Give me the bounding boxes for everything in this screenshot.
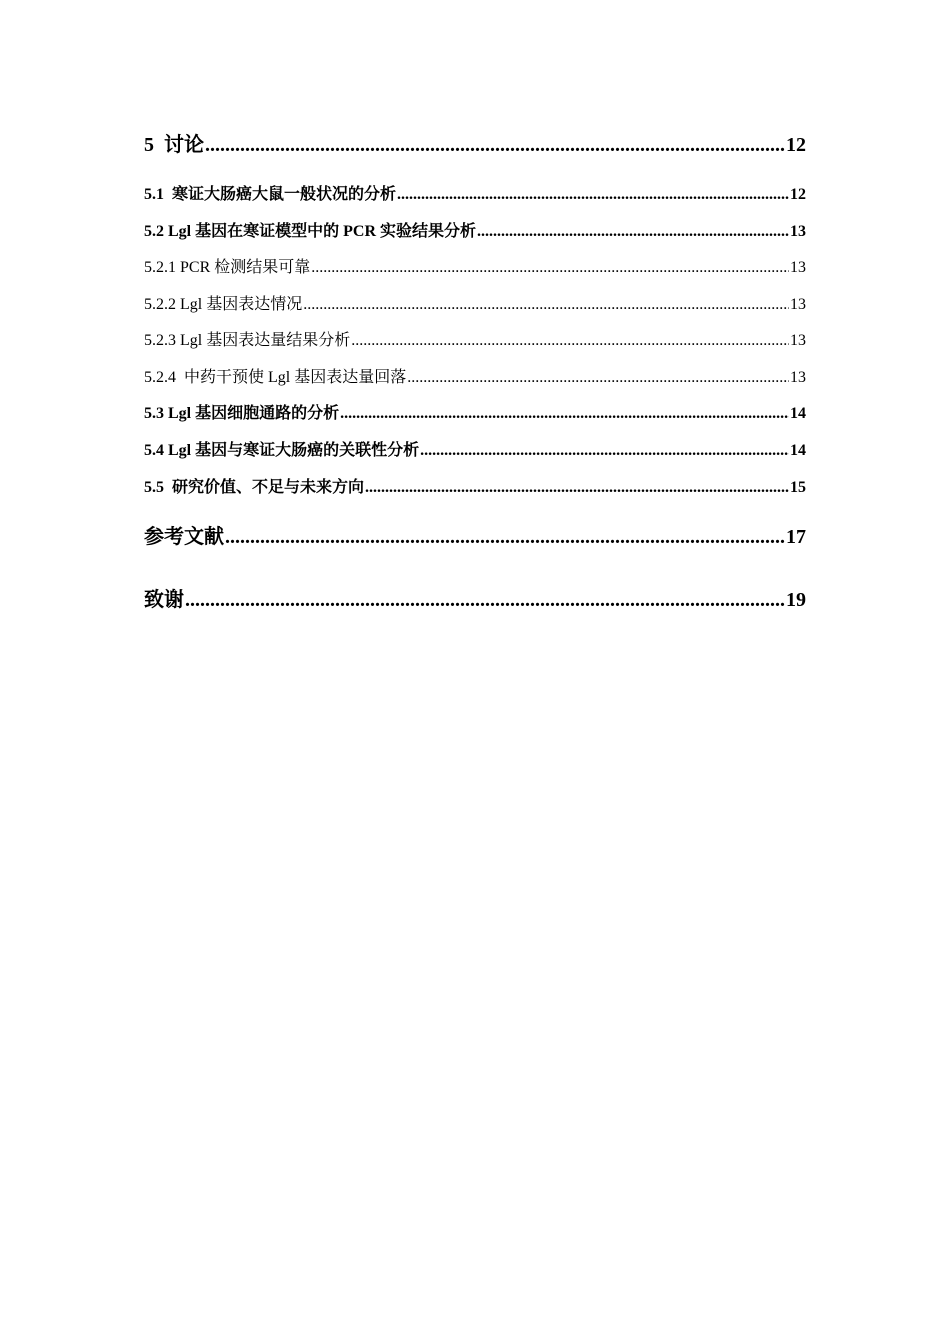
toc-entry-5-3[interactable] [144,400,806,423]
toc-entry-title: 5.2.2 Lgl 基因表达情况 [144,296,303,313]
toc-entry-5-2-3[interactable] [144,327,806,350]
toc-dot-leader [477,223,789,241]
toc-entry-title: 致谢 [144,589,184,611]
toc-dot-leader [407,369,789,387]
toc-dot-leader [205,134,785,157]
toc-entry-5-2-2[interactable] [144,291,806,314]
toc-dot-leader [365,479,789,497]
toc-dot-leader [397,186,789,204]
toc-dot-leader [303,296,789,314]
toc-dot-leader [185,589,785,612]
toc-page-number: 13 [790,223,806,240]
toc-page-number: 13 [790,332,806,349]
toc-entry-title: 5 讨论 [144,134,204,156]
toc-entry-title: 5.1 寒证大肠癌大鼠一般状况的分析 [144,186,397,203]
toc-page-number: 13 [790,259,806,276]
toc-dot-leader [340,405,789,423]
toc-entry-acknowledgements[interactable] [144,583,806,612]
toc-page-number: 14 [790,442,806,459]
toc-page-number: 19 [786,589,806,611]
toc-entry-5-1[interactable] [144,181,806,204]
toc-entry-title: 5.2 Lgl 基因在寒证模型中的 PCR 实验结果分析 [144,223,477,240]
toc-dot-leader [420,442,789,460]
toc-entry-title: 5.2.3 Lgl 基因表达量结果分析 [144,332,351,349]
toc-dot-leader [351,332,789,350]
toc-entry-5-2-4[interactable] [144,364,806,387]
toc-entry-5-5[interactable] [144,474,806,497]
toc-entry-5-2-1[interactable] [144,254,806,277]
toc-page-number: 15 [790,479,806,496]
toc-entry-title: 5.4 Lgl 基因与寒证大肠癌的关联性分析 [144,442,420,459]
toc-page-number: 17 [786,526,806,548]
toc-entry-title: 5.3 Lgl 基因细胞通路的分析 [144,405,340,422]
toc-entry-5-2[interactable] [144,218,806,241]
toc-page-number: 13 [790,369,806,386]
toc-page-number: 12 [786,134,806,156]
toc-dot-leader [225,526,785,549]
toc-page-number: 12 [790,186,806,203]
toc-entry-title: 5.2.1 PCR 检测结果可靠 [144,259,311,276]
toc-entry-title: 5.5 研究价值、不足与未来方向 [144,479,365,496]
toc-entry-title: 参考文献 [144,526,224,548]
toc-page-number: 13 [790,296,806,313]
toc-entry-references[interactable] [144,520,806,549]
toc-entry-title: 5.2.4 中药干预使 Lgl 基因表达量回落 [144,369,407,386]
toc-entry-5-4[interactable] [144,437,806,460]
toc-dot-leader [311,259,789,277]
toc-page-number: 14 [790,405,806,422]
toc-entry-chapter-5[interactable] [144,128,806,157]
